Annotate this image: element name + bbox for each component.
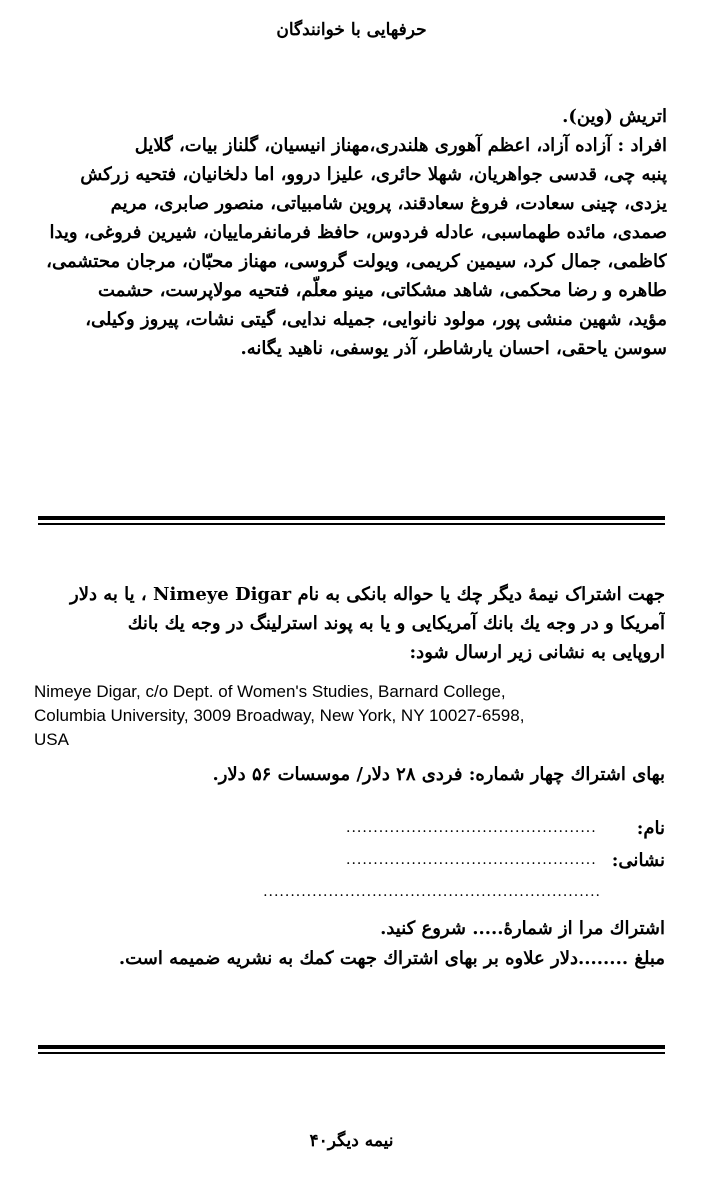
address-label: نشانی: bbox=[611, 850, 665, 871]
section-divider-bottom bbox=[38, 1045, 665, 1055]
address-line-2: Columbia University, 3009 Broadway, New York, NY 10027-6598, bbox=[34, 706, 525, 725]
subscription-line: آمریکا و در وجه یك بانك آمریکایی و یا به پوند استرلینگ در وجه یك بانك bbox=[127, 613, 665, 634]
address-field[interactable]: .............................................. bbox=[346, 852, 597, 868]
mailing-address bbox=[34, 680, 674, 752]
divider-thick-rule bbox=[38, 516, 665, 520]
thanks-section bbox=[38, 102, 667, 363]
address-extra-row bbox=[34, 882, 665, 914]
name-field[interactable]: .............................................. bbox=[346, 820, 597, 836]
thanks-line: طاهره و رضا محکمی، شاهد مشکاتی، مینو معلّم، فتحیه مولاپرست، حشمت bbox=[98, 280, 667, 301]
thanks-line: سوسن یاحقی، احسان یارشاطر، آذر یوسفی، ناهید یگانه. bbox=[240, 338, 667, 359]
address-line-3: USA bbox=[34, 730, 69, 749]
divider-thick-rule bbox=[38, 1045, 665, 1049]
section-divider-top bbox=[38, 516, 665, 526]
subscription-line: اروپایی به نشانی زیر ارسال شود: bbox=[409, 642, 665, 663]
address-extra-field[interactable]: .............................................................. bbox=[263, 884, 601, 900]
thanks-line: پنبه چی، قدسی جواهریان، شهلا حائری، علیزا دروو، اما دلخانیان، فتحیه زرکش bbox=[80, 164, 667, 185]
thanks-line: کاظمی، جمال کرد، سیمین کریمی، ویولت گروسی، مهناز محبّان، مرجان محتشمی، bbox=[46, 251, 667, 272]
thanks-line: مؤید، شهین منشی پور، مولود نانوایی، جمیله ندایی، گیتی نشات، پیروز وکیلی، bbox=[85, 309, 667, 330]
thanks-line: صمدی، مائده طهماسبی، عادله فردوس، حافظ فرمانفرماییان، شیرین فروغی، ویدا bbox=[49, 222, 667, 243]
subscription-instructions bbox=[34, 580, 665, 667]
subscription-line: جهت اشتراک نیمهٔ دیگر چك یا حواله بانکی به نام Nimeye Digar ، یا به دلار bbox=[70, 584, 665, 605]
thanks-line: افراد : آزاده آزاد، اعظم آهوری هلندری،مهناز انیسیان، گلناز بیات، گلایل bbox=[134, 135, 667, 156]
name-label: نام: bbox=[636, 818, 665, 839]
subscription-form bbox=[34, 818, 665, 974]
divider-thin-rule bbox=[38, 523, 665, 525]
name-field-row bbox=[34, 818, 665, 850]
start-issue-line: اشتراك مرا از شمارهٔ..... شروع کنید. bbox=[380, 918, 665, 939]
subscription-price: بهای اشتراك چهار شماره: فردی ۲۸ دلار/ موسسات ۵۶ دلار. bbox=[212, 764, 665, 785]
donation-line: مبلغ ........دلار علاوه بر بهای اشتراك جهت کمك به نشریه ضمیمه است. bbox=[118, 948, 665, 969]
thanks-line: اتریش (وین). bbox=[562, 106, 667, 127]
address-field-row bbox=[34, 850, 665, 882]
page-footer: نیمه دیگر۴۰ bbox=[309, 1131, 394, 1151]
divider-thin-rule bbox=[38, 1052, 665, 1054]
thanks-line: یزدی، چینی سعادت، فروغ سعادقند، پروین شامبیاتی، منصور صابری، مریم bbox=[110, 193, 667, 214]
page-header-title: حرفهایی با خوانندگان bbox=[276, 20, 427, 40]
address-line-1: Nimeye Digar, c/o Dept. of Women's Studies, Barnard College, bbox=[34, 682, 506, 701]
